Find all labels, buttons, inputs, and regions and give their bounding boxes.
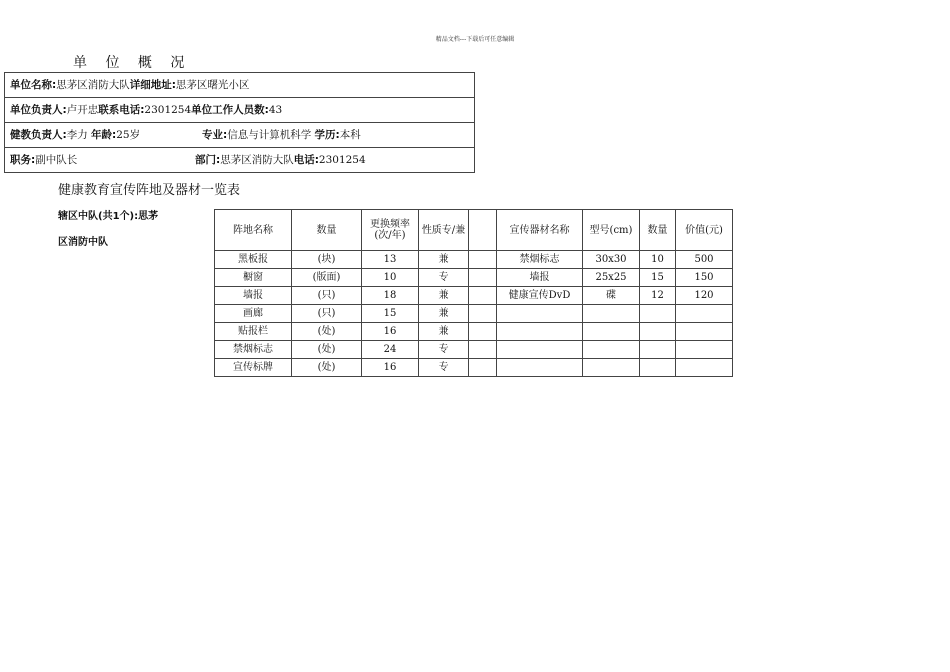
phone2-label: 电话:	[293, 154, 319, 166]
info-row-1	[5, 73, 474, 98]
table-row	[215, 251, 733, 269]
table-cell: 兼	[419, 323, 469, 341]
table-title: 健康教育宣传阵地及器材一览表	[58, 183, 241, 198]
staff-label: 单位工作人员数:	[191, 104, 269, 116]
table-cell: 画廊	[215, 305, 292, 323]
table-cell: 宣传标牌	[215, 359, 292, 377]
table-cell	[676, 341, 733, 359]
table-cell	[469, 359, 497, 377]
age-value: 25岁	[116, 129, 141, 141]
phone2-value: 2301254	[318, 154, 366, 166]
table-cell: 兼	[419, 305, 469, 323]
table-row	[215, 341, 733, 359]
table-cell	[469, 305, 497, 323]
header-cell: 宣传器材名称	[497, 210, 583, 251]
address-value: 思茅区曙光小区	[175, 79, 250, 91]
unit-name-label: 单位名称:	[10, 79, 57, 91]
table-cell: 30x30	[583, 251, 640, 269]
table-cell: 18	[362, 287, 419, 305]
dept-value: 思茅区消防大队	[220, 154, 294, 166]
table-row	[215, 287, 733, 305]
table-cell: 120	[676, 287, 733, 305]
position-value: 副中队长	[35, 154, 78, 166]
squadron-label-line-1: 辖区中队(共1个):思茅	[58, 211, 159, 222]
table-cell: 10	[640, 251, 676, 269]
unit-info-box	[4, 72, 475, 173]
header-cell: 阵地名称	[215, 210, 292, 251]
major-value: 信息与计算机科学	[227, 129, 312, 141]
table-cell: 16	[362, 359, 419, 377]
table-cell: 橱窗	[215, 269, 292, 287]
table-cell	[469, 323, 497, 341]
squadron-label-line-2: 区消防中队	[58, 237, 108, 248]
table-cell	[676, 305, 733, 323]
table-cell: 16	[362, 323, 419, 341]
table-cell: (处)	[292, 341, 362, 359]
table-cell: 碟	[583, 287, 640, 305]
table-row	[215, 359, 733, 377]
header-cell: 型号(cm)	[583, 210, 640, 251]
table-cell: (处)	[292, 323, 362, 341]
table-cell: 24	[362, 341, 419, 359]
table-cell	[497, 305, 583, 323]
table-cell: 专	[419, 359, 469, 377]
table-cell: 15	[640, 269, 676, 287]
table-header-row	[215, 210, 733, 251]
table-cell	[640, 323, 676, 341]
section-title: 单 位 概 况	[73, 55, 192, 71]
table-cell: 12	[640, 287, 676, 305]
table-cell: 25x25	[583, 269, 640, 287]
table-cell: 150	[676, 269, 733, 287]
table-cell	[497, 323, 583, 341]
staff-value: 43	[268, 104, 283, 116]
table-cell: 黑板报	[215, 251, 292, 269]
table-row	[215, 323, 733, 341]
table-cell: 健康宣传DvD	[497, 287, 583, 305]
header-cell: 价值(元)	[676, 210, 733, 251]
table-cell: 墙报	[497, 269, 583, 287]
table-cell: 500	[676, 251, 733, 269]
table-cell: 专	[419, 269, 469, 287]
major-label: 专业:	[202, 129, 228, 141]
table-cell	[640, 359, 676, 377]
table-cell	[583, 341, 640, 359]
table-cell: (只)	[292, 305, 362, 323]
table-cell: 10	[362, 269, 419, 287]
header-note: 精品文档---下载后可任意编辑	[435, 36, 515, 43]
age-label: 年龄:	[91, 129, 117, 141]
table-cell	[583, 323, 640, 341]
table-cell: (版面)	[292, 269, 362, 287]
table-cell: 禁烟标志	[497, 251, 583, 269]
info-row-2	[5, 98, 474, 123]
header-cell	[469, 210, 497, 251]
table-cell: 15	[362, 305, 419, 323]
header-cell: 性质专/兼	[419, 210, 469, 251]
position-label: 职务:	[10, 154, 36, 166]
table-cell	[469, 341, 497, 359]
dept-label: 部门:	[195, 154, 221, 166]
equipment-table	[214, 209, 733, 377]
info-row-3	[5, 123, 474, 148]
unit-name-value: 思茅区消防大队	[56, 79, 130, 91]
table-cell	[497, 341, 583, 359]
table-cell: 禁烟标志	[215, 341, 292, 359]
table-cell	[469, 269, 497, 287]
edu-label: 学历:	[314, 129, 340, 141]
table-cell: 专	[419, 341, 469, 359]
table-row	[215, 305, 733, 323]
phone-label: 联系电话:	[98, 104, 145, 116]
header-cell: 更换频率(次/年)	[362, 210, 419, 251]
table-cell: 13	[362, 251, 419, 269]
info-row-4	[5, 148, 474, 172]
table-cell	[497, 359, 583, 377]
table-cell: (处)	[292, 359, 362, 377]
table-row	[215, 269, 733, 287]
table-cell	[469, 251, 497, 269]
squadron-label	[58, 204, 208, 256]
table-cell	[676, 323, 733, 341]
table-cell	[469, 287, 497, 305]
table-cell	[640, 305, 676, 323]
table-cell: 贴报栏	[215, 323, 292, 341]
table-cell: 兼	[419, 251, 469, 269]
edu-value: 本科	[339, 129, 361, 141]
header-cell: 数量	[640, 210, 676, 251]
header-cell: 数量	[292, 210, 362, 251]
table-cell: (块)	[292, 251, 362, 269]
table-cell: 墙报	[215, 287, 292, 305]
table-cell: (只)	[292, 287, 362, 305]
phone-value: 2301254	[144, 104, 192, 116]
table-cell	[640, 341, 676, 359]
head-label: 单位负责人:	[10, 104, 67, 116]
table-cell	[583, 305, 640, 323]
table-cell	[676, 359, 733, 377]
table-cell: 兼	[419, 287, 469, 305]
table-cell	[583, 359, 640, 377]
health-head-value: 李力	[66, 129, 88, 141]
head-value: 卢开忠	[66, 104, 99, 116]
address-label: 详细地址:	[129, 79, 176, 91]
health-head-label: 健教负责人:	[10, 129, 67, 141]
